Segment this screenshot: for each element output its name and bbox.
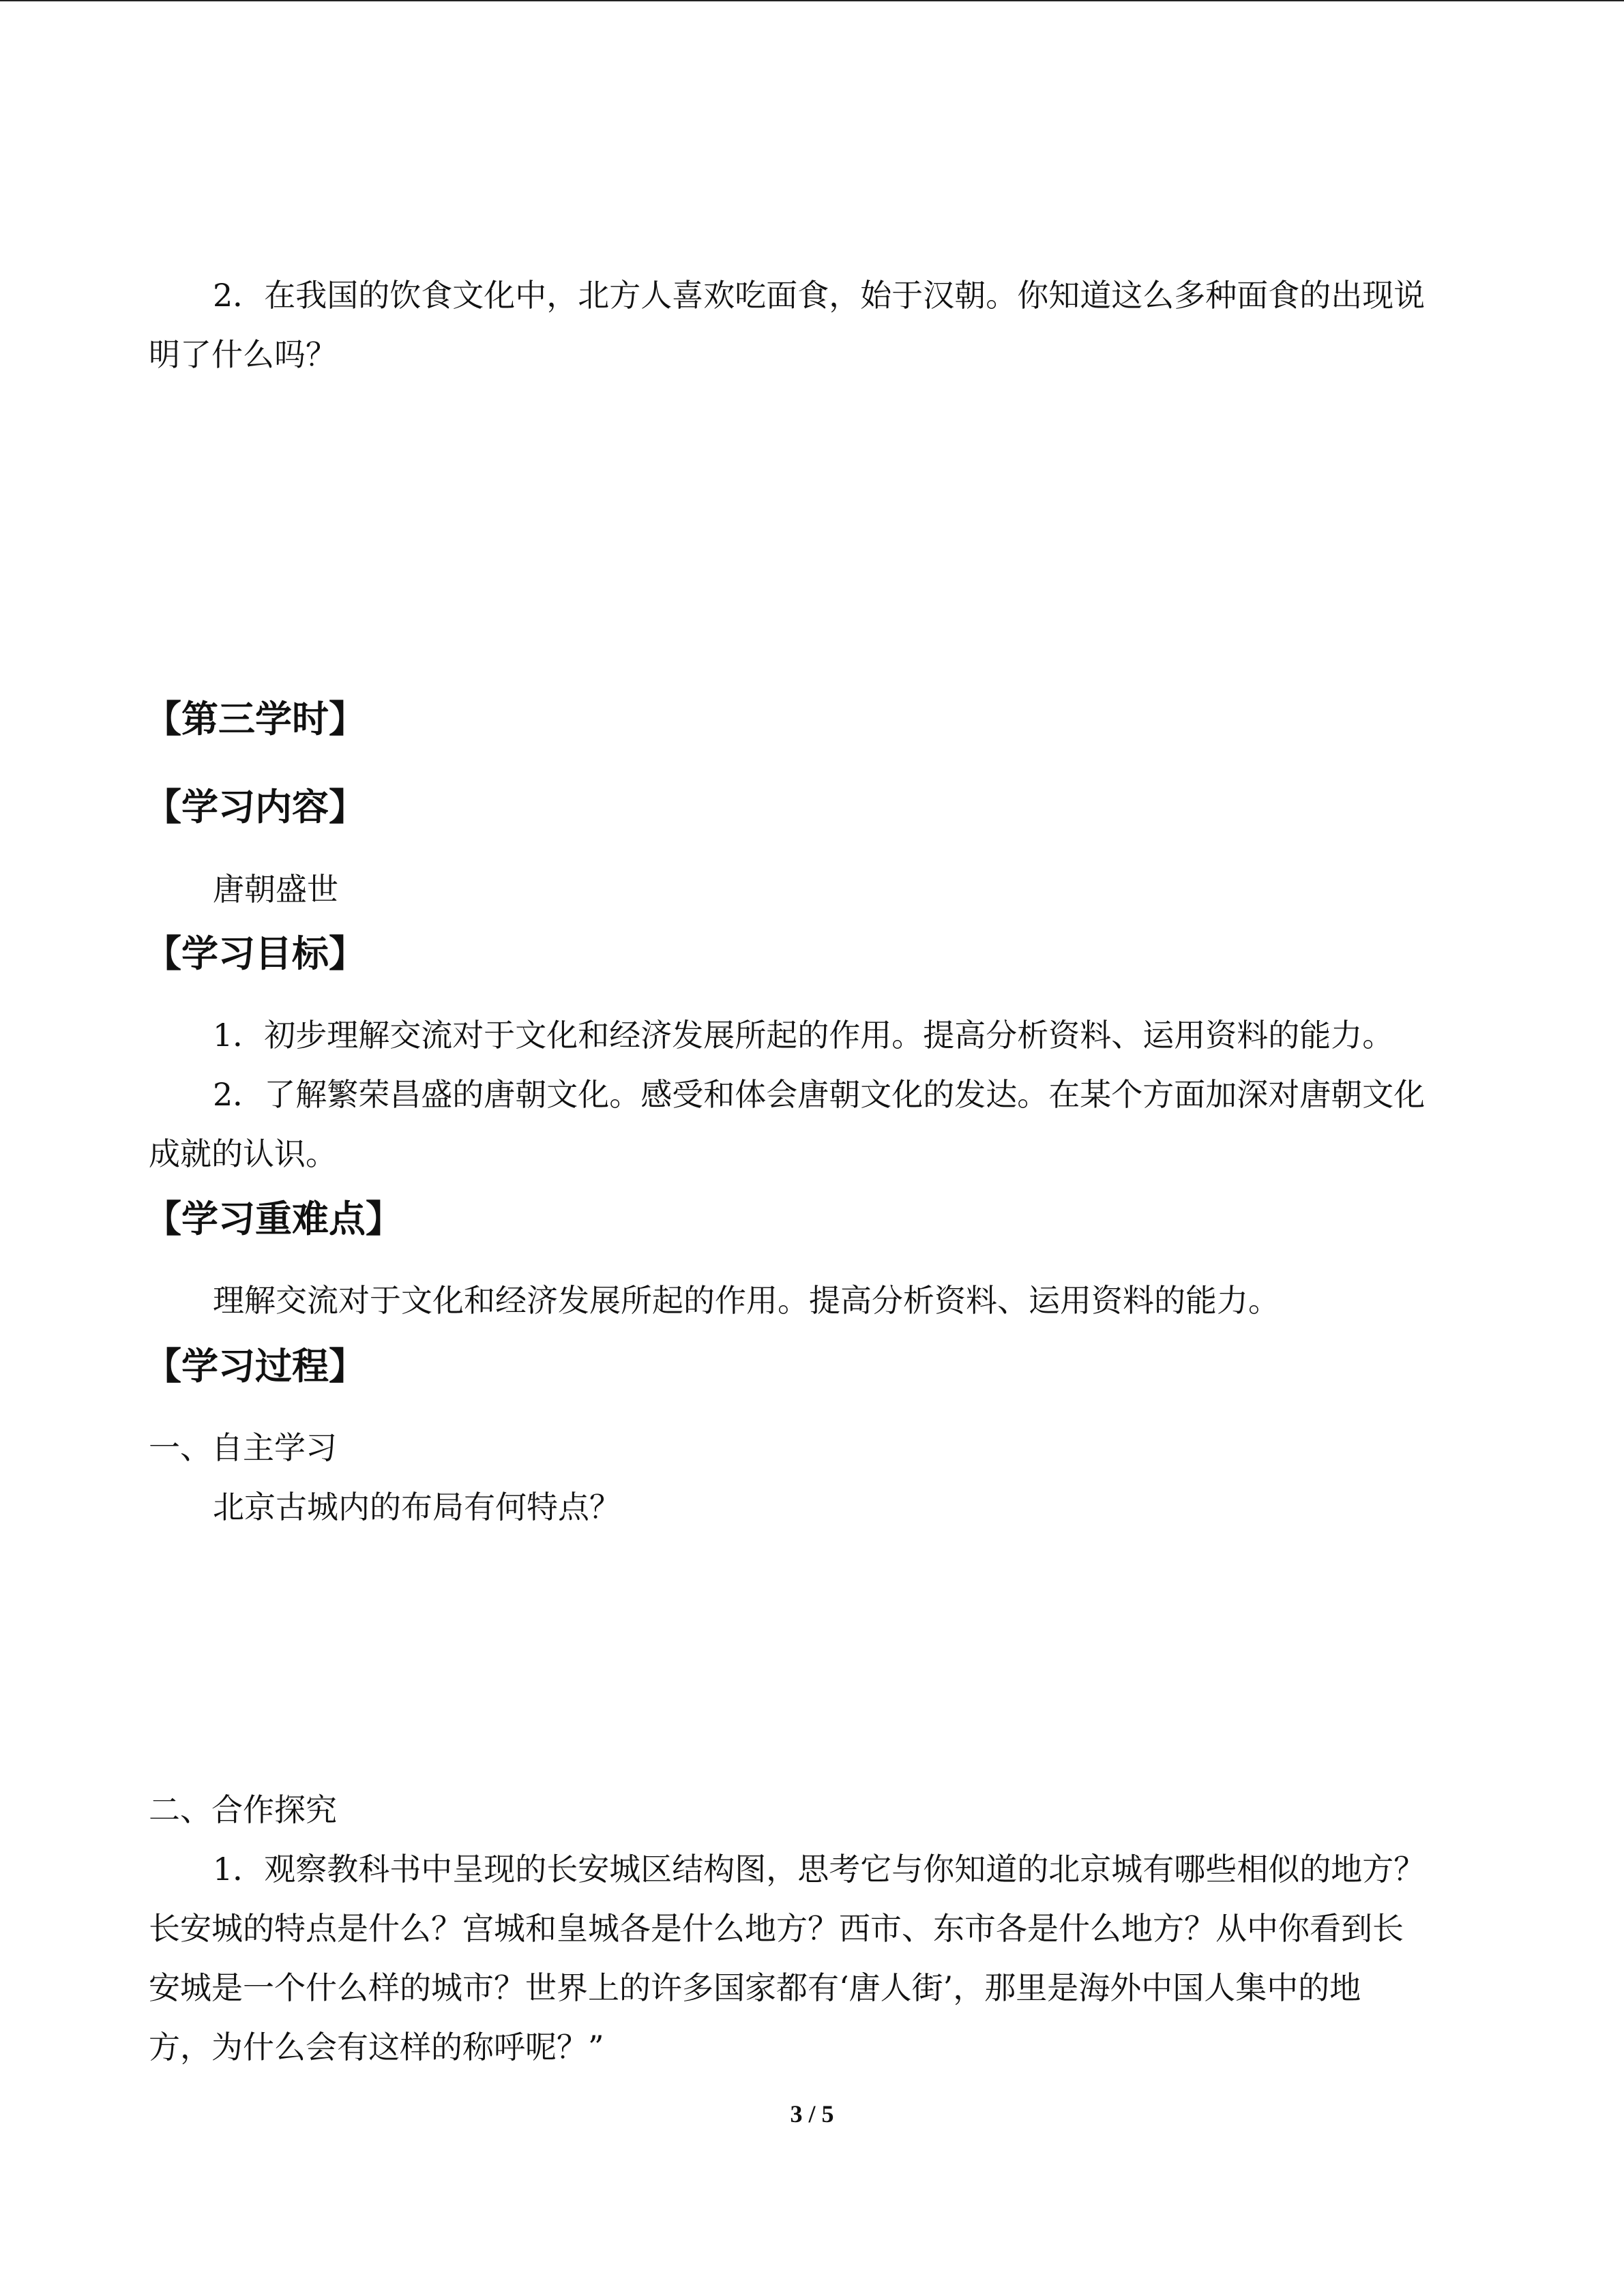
top-border-line bbox=[0, 0, 1624, 1]
content-heading: 【学习内容】 bbox=[145, 786, 366, 829]
key-points-text: 理解交流对于文化和经济发展所起的作用。提高分析资料、运用资料的能力。 bbox=[213, 1282, 1280, 1319]
cooperation-q1-line-4: 方，为什么会有这样的称呼呢？” bbox=[149, 2029, 604, 2066]
cooperation-q1-line-1: 1．观察教科书中呈现的长安城区结构图，思考它与你知道的北京城有哪些相似的地方？ bbox=[213, 1851, 1426, 1888]
content-text: 唐朝盛世 bbox=[213, 871, 338, 908]
self-study-title: 一、自主学习 bbox=[149, 1429, 337, 1466]
cooperation-q1-line-3: 安城是一个什么样的城市？世界上的许多国家都有‘唐人街’，那里是海外中国人集中的地 bbox=[149, 1969, 1361, 2006]
page-number: 3 / 5 bbox=[790, 2100, 834, 2128]
goal-item-2-line-1: 2．了解繁荣昌盛的唐朝文化。感受和体会唐朝文化的发达。在某个方面加深对唐朝文化 bbox=[213, 1076, 1426, 1113]
question-2-line-1: 2．在我国的饮食文化中，北方人喜欢吃面食，始于汉朝。你知道这么多种面食的出现说 bbox=[213, 277, 1426, 314]
process-heading: 【学习过程】 bbox=[145, 1345, 366, 1388]
goal-item-1: 1．初步理解交流对于文化和经济发展所起的作用。提高分析资料、运用资料的能力。 bbox=[213, 1017, 1394, 1054]
self-study-question: 北京古城内的布局有何特点？ bbox=[213, 1489, 621, 1525]
lesson-heading: 【第三学时】 bbox=[145, 698, 366, 741]
cooperation-q1-line-2: 长安城的特点是什么？宫城和皇城各是什么地方？西市、东市各是什么地方？从中你看到长 bbox=[149, 1910, 1404, 1947]
key-points-heading: 【学习重难点】 bbox=[145, 1197, 402, 1240]
cooperation-title: 二、合作探究 bbox=[149, 1791, 337, 1828]
question-2-line-2: 明了什么吗？ bbox=[149, 336, 337, 373]
goals-heading: 【学习目标】 bbox=[145, 932, 366, 975]
goal-item-2-line-2: 成就的认识。 bbox=[149, 1135, 337, 1172]
